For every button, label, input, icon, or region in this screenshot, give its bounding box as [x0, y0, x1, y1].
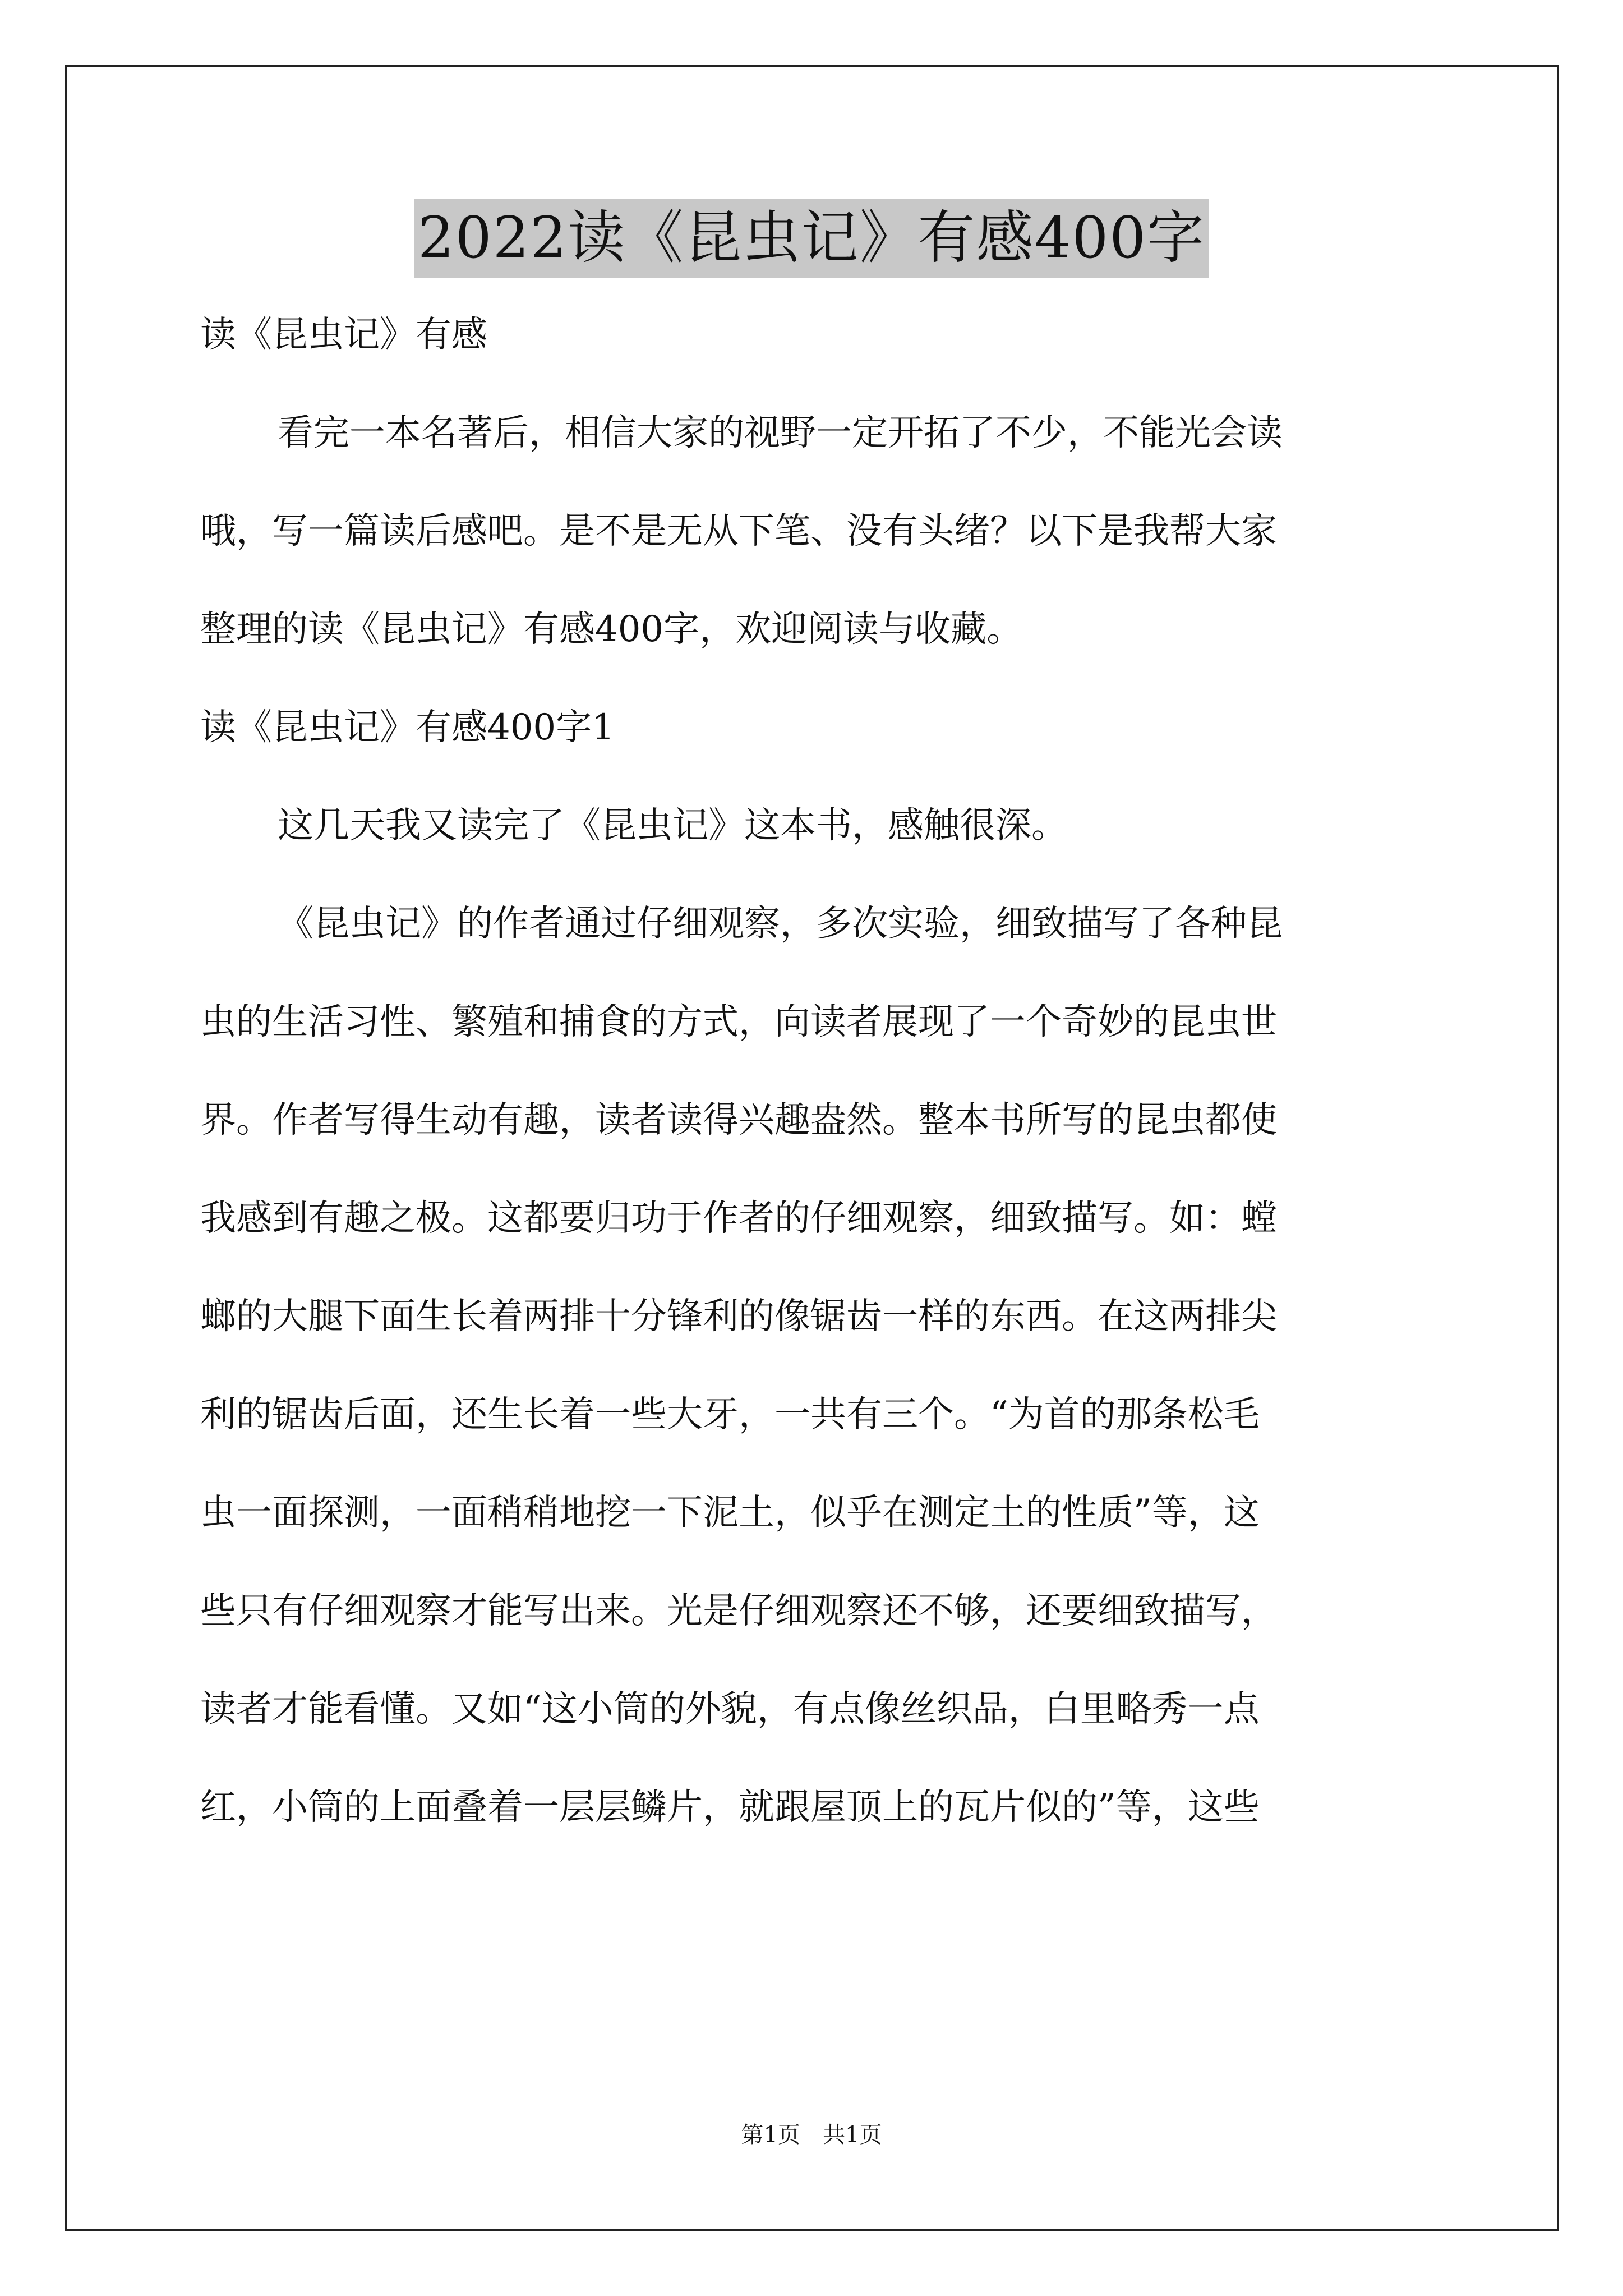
document-title: 2022读《昆虫记》有感400字 [414, 199, 1209, 278]
text-line: 读《昆虫记》有感400字1 [200, 707, 615, 748]
text-line: 螂的大腿下面生长着两排十分锋利的像锯齿一样的东西。在这两排尖 [200, 1296, 1277, 1337]
text-line: 些只有仔细观察才能写出来。光是仔细观察还不够，还要细致描写， [200, 1590, 1277, 1632]
section-heading [200, 312, 1428, 357]
document-body [200, 312, 1428, 1883]
page-number: 第1页 共1页 [741, 2122, 882, 2148]
text-line: 利的锯齿后面，还生长着一些大牙，一共有三个。“为首的那条松毛 [200, 1394, 1260, 1435]
text-line: 这几天我又读完了《昆虫记》这本书，感触很深。 [278, 805, 1067, 846]
text-line: 红，小筒的上面叠着一层层鳞片，就跟屋顶上的瓦片似的”等，这些 [200, 1787, 1260, 1828]
essay-paragraph [200, 803, 1428, 848]
essay-heading [200, 705, 1428, 750]
text-line: 虫的生活习性、繁殖和捕食的方式，向读者展现了一个奇妙的昆虫世 [200, 1001, 1277, 1043]
text-line: 看完一本名著后，相信大家的视野一定开拓了不少，不能光会读 [278, 412, 1283, 454]
text-line: 哦，写一篇读后感吧。是不是无从下笔、没有头绪？以下是我帮大家 [200, 510, 1277, 552]
text-line: 读者才能看懂。又如“这小筒的外貌，有点像丝织品，白里略秀一点 [200, 1688, 1260, 1730]
text-line: 我感到有趣之极。这都要归功于作者的仔细观察，细致描写。如：螳 [200, 1198, 1277, 1239]
title-container [0, 199, 1623, 278]
text-line: 界。作者写得生动有趣，读者读得兴趣盎然。整本书所写的昆虫都使 [200, 1099, 1277, 1141]
essay-paragraph [200, 901, 1428, 1830]
text-line: 虫一面探测，一面稍稍地挖一下泥土，似乎在测定土的性质”等，这 [200, 1492, 1260, 1534]
text-line: 读《昆虫记》有感 [200, 314, 487, 356]
text-line: 整理的读《昆虫记》有感400字，欢迎阅读与收藏。 [200, 609, 1023, 650]
page-footer [0, 2121, 1623, 2149]
intro-paragraph [200, 411, 1428, 652]
text-line: 《昆虫记》的作者通过仔细观察，多次实验，细致描写了各种昆 [278, 903, 1283, 945]
